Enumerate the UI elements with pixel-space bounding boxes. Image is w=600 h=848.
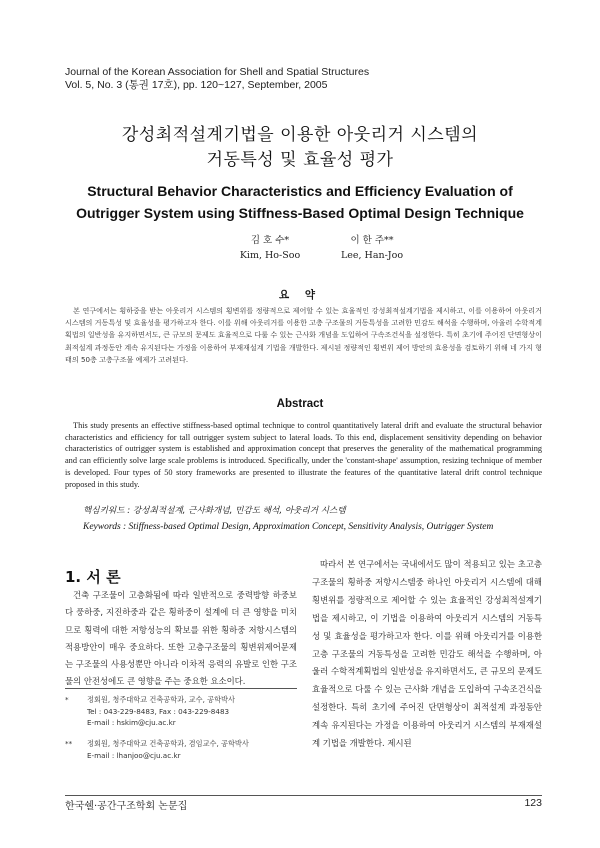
korean-abstract-text: 본 연구에서는 횡하중을 받는 아웃리거 시스템의 횡변위를 정량적으로 제어할 수 있는 효율적인 강성최적설계기법을 제시하고, 이를 이용하여 아웃리거 시스템의 거동특성 및 효율성을 평가하고자 한다. 이를 위해 아웃리거를 이용한 고층 구조물의 거동특성을 고려한 민감도 해석을 수행하며, 아울러 수학적계획법의 일반성을 유지하면서도, 큰 규모의 문제도 효율적으로 다룰 수 있는 근사화 개념을 도입하여 구속조건식을 설정한다. 특히 초기에 주어진 단면형상이 최적설계 과정동안 계속 유지된다는 가정을 이용하여 부재재설계 기법을 개발한다. 제시된 정량적인 횡변위 제어 방안의 효용성을 검토하기 위해 네 가지 형태의 50층 고층구조물 예제가 고려된다. (65, 306, 542, 364)
korean-title-line-1: 강성최적설계기법을 이용한 아웃리거 시스템의 (121, 125, 479, 145)
author-1-name-en: Kim, Ho-Soo (239, 250, 301, 261)
introduction-left-column: 건축 구조물이 고층화됨에 따라 일반적으로 중력방향 하중보다 풍하중, 지진하중과 같은 횡하중이 설계에 더 큰 영향을 미치므로 횡력에 대한 저항성능의 확보를 위한 횡하중 저항시스템의 적용방안이 매우 중요하다. 또한 고층구조물의 횡변위제어문제는 구조물의 사용성뿐만 아니라 이차적 응력의 유발로 인한 구조물의 안전성에도 큰 영향을 주는 중요한 요소이다. (65, 590, 297, 687)
footnote-line: E-mail : hskim@cju.ac.kr (87, 718, 176, 727)
korean-abstract-heading: 요 약 (279, 289, 321, 301)
introduction-right-column: 따라서 본 연구에서는 국내에서도 많이 적용되고 있는 초고층 구조물의 횡하중 저항시스템중 하나인 아웃리거 시스템에 대해 횡변위를 정량적으로 제어할 수 있는 효율적인 강성최적설계기법을 제시하고, 이 기법을 이용하여 아웃리거 시스템의 거동특성 및 효율성을 평가하고자 한다. 이를 위해 아웃리거를 이용한 고층 구조물의 거동특성을 고려한 민감도 해석을 수행하며, 아울러 수학적계획법의 일반성을 유지하면서도, 큰 규모의 문제도 효율적으로 다룰 수 있는 근사화 개념을 도입하여 구속조건식을 설정한다. 특히 초기에 주어진 단면형상이 최적설계 과정동안 계속 유지된다는 가정을 이용하여 아웃리거 시스템의 부재재설계 기법을 개발한다. 제시된 (312, 559, 542, 749)
english-title-line-2: Outrigger System using Stiffness-Based Optimal Design Technique (76, 205, 524, 221)
footnote-line: E-mail : lhanjoo@cju.ac.kr (87, 750, 181, 760)
footnote-mark: ** (65, 739, 73, 748)
author-1-name-kr: 김 호 수* (250, 235, 290, 246)
footnote-mark: * (65, 695, 69, 704)
footnote-line: 정회원, 청주대학교 건축공학과, 교수, 공학박사 (87, 695, 235, 704)
author-2-name-en: Lee, Han-Joo (340, 250, 404, 261)
journal-volume-info: Vol. 5, No. 3 (통권 17호), pp. 120~127, September, 2005 (65, 79, 328, 91)
footnote-line: Tel : 043-229-8483, Fax : 043-229-8483 (87, 706, 230, 716)
introduction-heading: 1. 서 론 (65, 568, 121, 586)
footnote-line: 정회원, 청주대학교 건축공학과, 겸임교수, 공학박사 (87, 739, 249, 748)
korean-title-line-2: 거동특성 및 효율성 평가 (206, 150, 394, 170)
footer-divider (65, 795, 542, 796)
korean-title (0, 123, 600, 173)
journal-name: Journal of the Korean Association for Shell and Spatial Structures (65, 66, 370, 78)
english-keywords: Keywords : Stiffness-based Optimal Design, Approximation Concept, Sensitivity Analysis, Outrigger System (83, 522, 494, 532)
english-abstract-text: This study presents an effective stiffness-based optimal technique to control quantitatively lateral drift and evaluate the structural behavior characteristics and efficiency for tall outrigger system subject to lateral loads. To this end, displacement sensitivity depending on behavior characteristics of outrigger system is established and approximation concept that preserves the generality of the mathematical programming and can efficiently solve large scale problems is introduced. Specifically, under the 'constant-shape' assumption, resizing technique of member is developed. Four types of 50 story frameworks are presented to illustrate the features of the quantitative lateral drift control technique proposed in this study. (65, 421, 542, 489)
english-title (0, 180, 600, 224)
english-title-line-1: Structural Behavior Characteristics and Efficiency Evaluation of (87, 183, 513, 199)
english-abstract-heading: Abstract (276, 398, 324, 410)
footnote-divider (65, 688, 297, 689)
author-2-name-kr: 이 한 주** (350, 235, 394, 246)
author-2 (322, 233, 422, 263)
korean-keywords: 핵심키워드 : 강성최적설계, 근사화개념, 민감도 해석, 아웃리거 시스템 (83, 506, 346, 516)
footer-journal-name: 한국쉘·공간구조학회 논문집 (65, 801, 188, 812)
journal-citation (65, 66, 369, 92)
author-1 (220, 233, 320, 263)
page-number: 123 (524, 797, 542, 809)
